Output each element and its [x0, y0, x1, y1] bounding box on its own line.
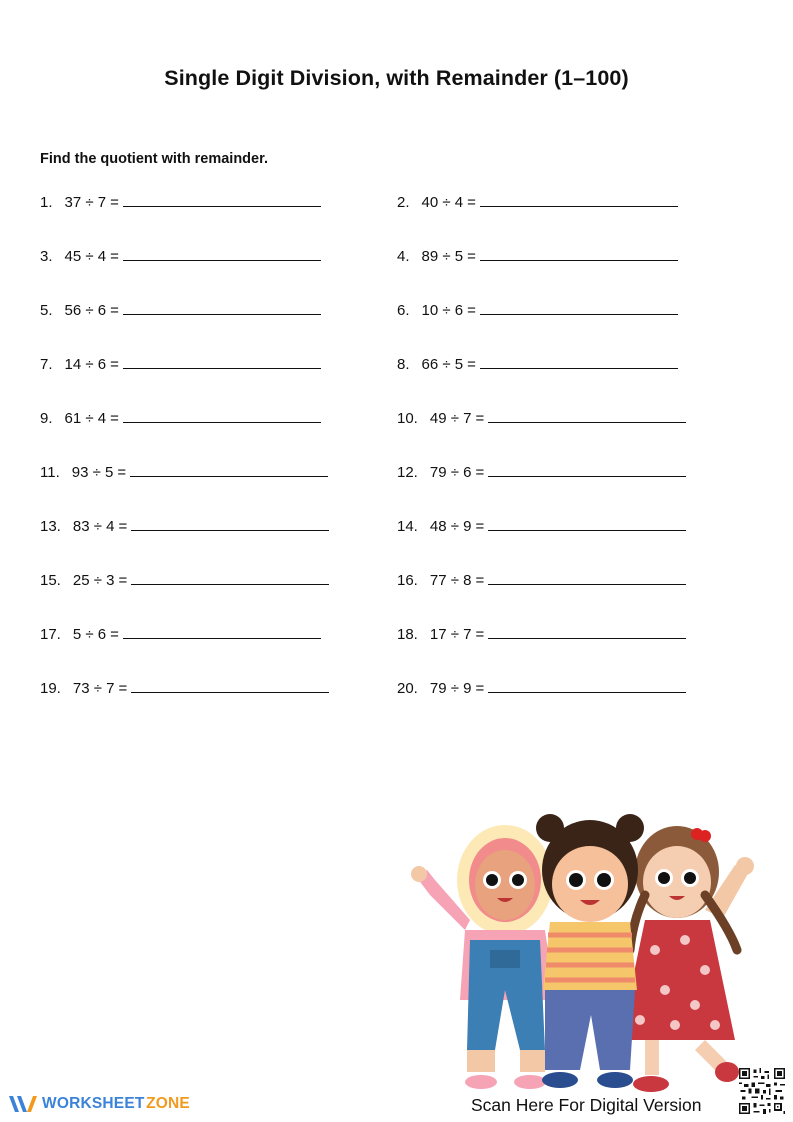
- problem-16: [397, 570, 686, 590]
- equals-sign: =: [475, 680, 485, 697]
- answer-blank[interactable]: [488, 624, 686, 639]
- problem-5: [40, 300, 321, 320]
- answer-blank[interactable]: [123, 246, 321, 261]
- equals-sign: =: [118, 680, 128, 697]
- problem-expression: 48 ÷ 9: [429, 518, 472, 535]
- problem-number: 6.: [397, 302, 410, 319]
- answer-blank[interactable]: [123, 192, 321, 207]
- problem-expression: 79 ÷ 9: [429, 680, 472, 697]
- page-title: Single Digit Division, with Remainder (1–100): [164, 66, 629, 90]
- equals-sign: =: [475, 464, 485, 481]
- problem-number: 20.: [397, 680, 418, 697]
- problem-expression: 14 ÷ 6: [64, 356, 107, 373]
- problem-6: [397, 300, 678, 320]
- problem-number: 4.: [397, 248, 410, 265]
- problem-expression: 89 ÷ 5: [421, 248, 464, 265]
- answer-blank[interactable]: [488, 516, 686, 531]
- problem-14: [397, 516, 686, 536]
- problem-1: [40, 192, 321, 212]
- equals-sign: =: [118, 572, 128, 589]
- problem-number: 10.: [397, 410, 418, 427]
- answer-blank[interactable]: [131, 516, 329, 531]
- kids-illustration: [405, 800, 775, 1100]
- equals-sign: =: [475, 518, 485, 535]
- equals-sign: =: [110, 194, 119, 211]
- answer-blank[interactable]: [131, 570, 329, 585]
- problem-17: [40, 624, 321, 644]
- qr-code-icon[interactable]: [739, 1068, 785, 1114]
- equals-sign: =: [110, 626, 119, 643]
- problem-number: 12.: [397, 464, 418, 481]
- problem-expression: 10 ÷ 6: [421, 302, 464, 319]
- equals-sign: =: [475, 410, 485, 427]
- problem-number: 19.: [40, 680, 61, 697]
- problem-number: 3.: [40, 248, 53, 265]
- problem-number: 16.: [397, 572, 418, 589]
- problem-number: 18.: [397, 626, 418, 643]
- problem-19: [40, 678, 329, 698]
- problem-10: [397, 408, 686, 428]
- problem-expression: 40 ÷ 4: [421, 194, 464, 211]
- problem-12: [397, 462, 686, 482]
- answer-blank[interactable]: [123, 300, 321, 315]
- problem-expression: 79 ÷ 6: [429, 464, 472, 481]
- problem-expression: 25 ÷ 3: [72, 572, 115, 589]
- equals-sign: =: [110, 302, 119, 319]
- problem-2: [397, 192, 678, 212]
- answer-blank[interactable]: [488, 678, 686, 693]
- problem-number: 5.: [40, 302, 53, 319]
- problem-3: [40, 246, 321, 266]
- equals-sign: =: [110, 356, 119, 373]
- scan-text: Scan Here For Digital Version: [471, 1095, 702, 1115]
- answer-blank[interactable]: [123, 354, 321, 369]
- answer-blank[interactable]: [130, 462, 328, 477]
- equals-sign: =: [117, 464, 127, 481]
- logo-text-zone: ZONE: [146, 1095, 190, 1112]
- answer-blank[interactable]: [123, 624, 321, 639]
- instructions: Find the quotient with remainder.: [40, 151, 268, 167]
- problem-expression: 56 ÷ 6: [64, 302, 107, 319]
- problem-number: 7.: [40, 356, 53, 373]
- problem-expression: 49 ÷ 7: [429, 410, 472, 427]
- problem-20: [397, 678, 686, 698]
- problem-number: 11.: [40, 464, 60, 481]
- answer-blank[interactable]: [123, 408, 321, 423]
- answer-blank[interactable]: [480, 300, 678, 315]
- logo-text-worksheet: WORKSHEET: [42, 1095, 145, 1112]
- problem-18: [397, 624, 686, 644]
- equals-sign: =: [467, 194, 476, 211]
- answer-blank[interactable]: [480, 354, 678, 369]
- problem-number: 13.: [40, 518, 61, 535]
- equals-sign: =: [467, 248, 476, 265]
- problem-expression: 61 ÷ 4: [64, 410, 107, 427]
- logo-text: [42, 1095, 190, 1113]
- equals-sign: =: [110, 410, 119, 427]
- problem-15: [40, 570, 329, 590]
- problem-expression: 73 ÷ 7: [72, 680, 115, 697]
- problem-number: 14.: [397, 518, 418, 535]
- equals-sign: =: [475, 626, 485, 643]
- kid-hijab: [411, 825, 555, 1089]
- problem-number: 8.: [397, 356, 410, 373]
- answer-blank[interactable]: [488, 462, 686, 477]
- problem-7: [40, 354, 321, 374]
- problem-expression: 45 ÷ 4: [64, 248, 107, 265]
- problem-number: 9.: [40, 410, 53, 427]
- problem-expression: 83 ÷ 4: [72, 518, 115, 535]
- problem-expression: 5 ÷ 6: [72, 626, 107, 643]
- equals-sign: =: [118, 518, 128, 535]
- equals-sign: =: [467, 356, 476, 373]
- worksheet-zone-logo[interactable]: [8, 1092, 190, 1116]
- problem-9: [40, 408, 321, 428]
- equals-sign: =: [467, 302, 476, 319]
- problem-expression: 37 ÷ 7: [64, 194, 107, 211]
- equals-sign: =: [110, 248, 119, 265]
- answer-blank[interactable]: [480, 192, 678, 207]
- problem-expression: 93 ÷ 5: [71, 464, 114, 481]
- answer-blank[interactable]: [131, 678, 329, 693]
- problem-expression: 77 ÷ 8: [429, 572, 472, 589]
- problem-number: 17.: [40, 626, 61, 643]
- problem-number: 2.: [397, 194, 410, 211]
- problem-number: 1.: [40, 194, 53, 211]
- answer-blank[interactable]: [488, 408, 686, 423]
- kid-striped-shirt: [536, 814, 644, 1088]
- kid-red-dress: [620, 826, 754, 1092]
- answer-blank[interactable]: [480, 246, 678, 261]
- problem-13: [40, 516, 329, 536]
- problem-4: [397, 246, 678, 266]
- problem-number: 15.: [40, 572, 61, 589]
- problem-expression: 66 ÷ 5: [421, 356, 464, 373]
- logo-w-icon: [8, 1093, 38, 1115]
- problem-8: [397, 354, 678, 374]
- equals-sign: =: [475, 572, 485, 589]
- problem-11: [40, 462, 328, 482]
- answer-blank[interactable]: [488, 570, 686, 585]
- problem-expression: 17 ÷ 7: [429, 626, 472, 643]
